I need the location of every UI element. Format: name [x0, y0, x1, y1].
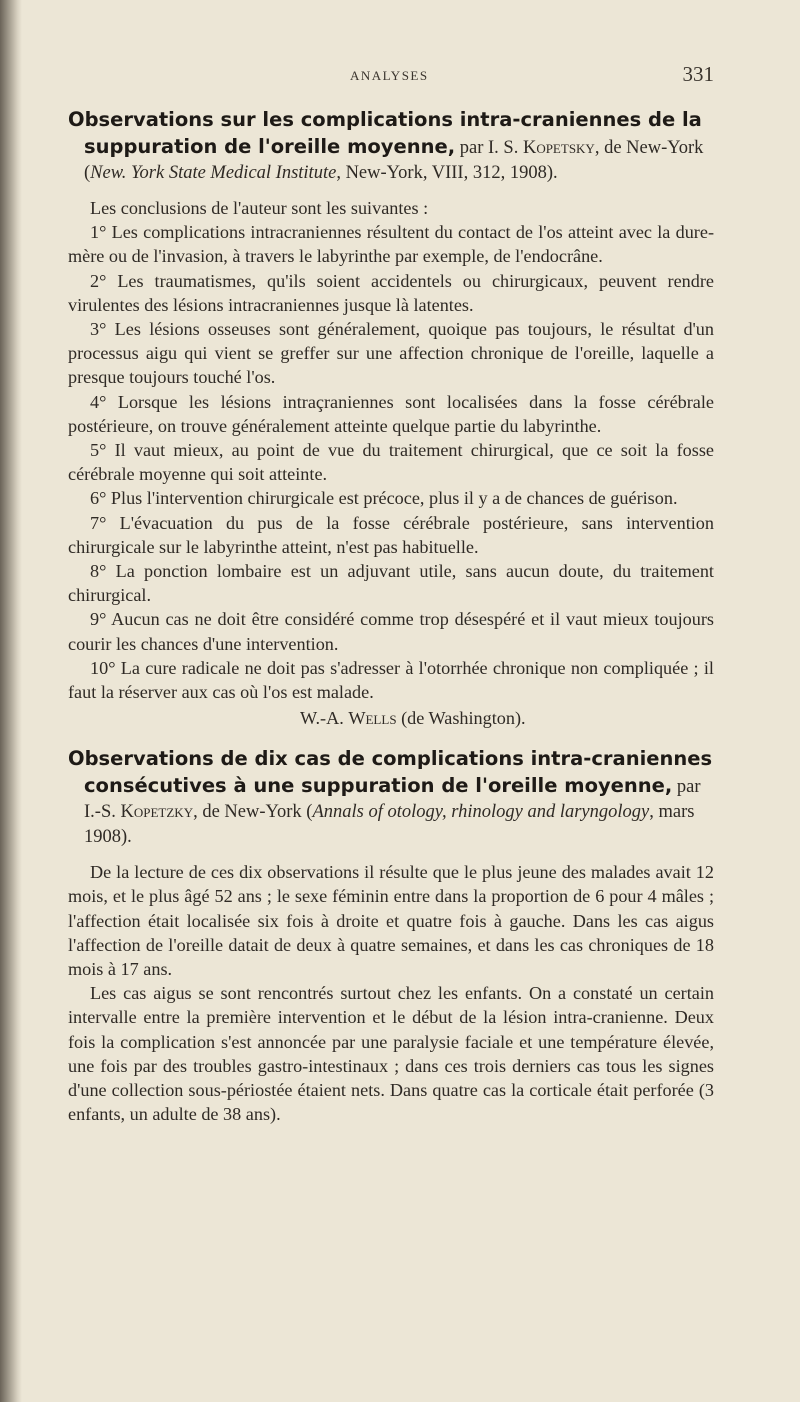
section-title: ANALYSES — [350, 68, 429, 83]
article-1-by: par — [459, 138, 484, 158]
article-1-paragraph: 3° Les lésions osseuses sont généralement, quoique pas toujours, le résultat d'un processus aigu qui vient se greffer sur une affection chronique de l'oreille, laquelle a presque toujours touché l'os. — [68, 319, 714, 388]
signature-initials: W.-A. — [300, 708, 344, 729]
article-2-paragraph: De la lecture de ces dix observations il résulte que le plus jeune des malades avait 12 mois, et le plus âgé 52 ans ; le sexe féminin entre dans la proportion de 6 pour 4 mâles ; l'affection était localisée six fois à droite et quatre fois à gauche. Dans les cas aigus l'affection de l'oreille datait de deux à quatre semaines, et dans les cas chroniques de 18 mois à 17 ans. — [68, 862, 714, 980]
article-1-paragraph: 10° La cure radicale ne doit pas s'adresser à l'otorrhée chronique non compliquée ; il faut la réserver aux cas où l'os est malade. — [68, 657, 714, 703]
article-1-citation: , New-York, VIII, 312, 1908). — [336, 163, 558, 183]
article-1-paragraph: Les conclusions de l'auteur sont les suivantes : — [90, 198, 429, 218]
signature-place: (de Washington). — [401, 708, 526, 729]
article-1-journal: New. York State Medical Institute — [90, 163, 337, 183]
article-2-body — [68, 860, 714, 1126]
article-2-by: par — [676, 777, 701, 798]
article-2-heading — [68, 746, 714, 850]
article-2-title: Observations de dix cas de complications intra-craniennes consécutives à une suppuration de l'oreille moyenne, — [68, 747, 713, 798]
article-2-author-name: Kopetzky — [120, 802, 194, 823]
book-spine-shadow — [0, 0, 22, 1402]
article-1-paragraph: 6° Plus l'intervention chirurgicale est précoce, plus il y a de chances de guérison. — [90, 488, 678, 509]
article-2-journal: Annals of otology, rhinology and laryngology — [312, 802, 650, 823]
article-1-body — [68, 196, 714, 704]
article-1-author-initials: I. S. — [488, 138, 519, 158]
article-1-paragraph: 1° Les complications intracraniennes résultent du contact de l'os atteint avec la dure-mère ou de l'invasion, à travers le labyrinthe par exemple, de l'endocrâne. — [68, 222, 714, 267]
article-2-citation: , mars 1908). — [84, 802, 695, 848]
article-1-paragraph: 7° L'évacuation du pus de la fosse cérébrale postérieure, sans intervention chirurgicale sur le labyrinthe atteint, n'est pas habituelle. — [68, 512, 714, 557]
signature-name: Wells — [348, 708, 397, 729]
page-number: 331 — [682, 62, 714, 86]
running-head — [68, 62, 714, 92]
article-1-author-name: Kopetsky — [522, 138, 595, 158]
article-1-location: , de New-York ( — [84, 138, 704, 183]
article-2-author-initials: I.-S. — [84, 802, 116, 823]
article-1-paragraph: 2° Les traumatismes, qu'ils soient accidentels ou chirurgicaux, peuvent rendre virulentes des lésions intracraniennes jusque là latentes. — [68, 270, 714, 315]
article-1-paragraph: 8° La ponction lombaire est un adjuvant utile, sans aucun doute, du traitement chirurgical. — [68, 561, 714, 606]
article-1-paragraph: 4° Lorsque les lésions intraçraniennes sont localisées dans la fosse cérébrale postérieure, on trouve généralement atteinte quelque partie du labyrinthe. — [68, 391, 714, 436]
article-1-paragraph: 9° Aucun cas ne doit être considéré comme trop désespéré et il vaut mieux toujours courir les chances d'une intervention. — [68, 609, 714, 654]
article-1-signature — [68, 706, 714, 731]
article-2-paragraph: Les cas aigus se sont rencontrés surtout chez les enfants. On a constaté un certain intervalle entre la première intervention et le début de la lésion intra-cranienne. Deux fois la complication s'est annoncée par une paralysie faciale et une température élevée, une fois par des troubles gastro-intestinaux ; dans ces trois derniers cas tous les signes d'une collection sous-périostée étaient nets. Dans quatre cas la corticale était perforée (3 enfants, un adulte de 38 ans). — [68, 983, 714, 1125]
journal-page — [68, 62, 714, 1127]
article-1-heading — [68, 107, 714, 186]
article-2-location: , de New-York ( — [193, 802, 313, 823]
article-1-paragraph: 5° Il vaut mieux, au point de vue du traitement chirurgical, que ce soit la fosse cérébrale moyenne qui soit atteinte. — [68, 440, 714, 485]
article-1-title: Observations sur les complications intra-craniennes de la suppuration de l'oreille moyenne, — [68, 108, 702, 158]
